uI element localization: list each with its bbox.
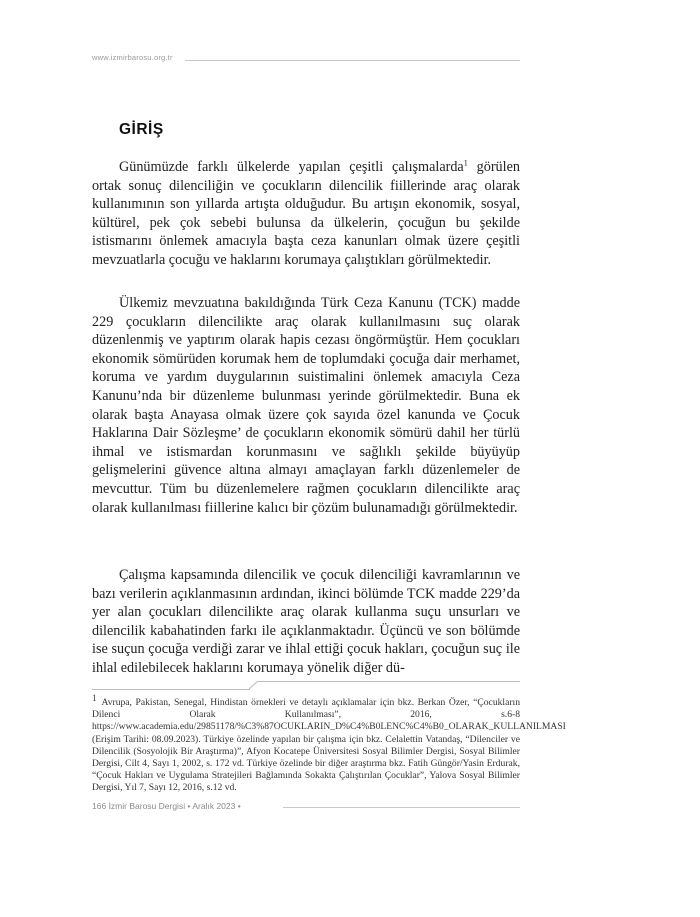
paragraph-1	[92, 158, 520, 270]
paragraph-3	[92, 566, 520, 678]
footnote-number: 1	[92, 692, 97, 703]
paragraph-1-text-b: görülen ortak sonuç dilenciliğin ve çocukların dilencilik fiillerinde araç olarak kullanımının son yıllarda artışta olduğudur. Bu artışın ekonomik, sosyal, kültürel, pek çok sebebi bulunsa da ülkelerin, çocuğun bu şekilde istismarını önlemek amacıyla başta ceza kanunları olmak üzere çeşitli mevzuatlarla çocuğu ve haklarını korumaya çalıştıkları görülmektedir.	[92, 159, 520, 268]
paragraph-2	[92, 294, 520, 517]
footnote-rule-left	[92, 689, 250, 690]
footer-rule	[283, 807, 520, 808]
paragraph-2-text: Ülkemiz mevzuatına bakıldığında Türk Ceza Kanunu (TCK) madde 229 çocukların dilencilikte araç olarak kullanılmasını suç olarak düzenlenmiş ve yaptırım olarak hapis cezası öngörmüştür. Hem çocukları ekonomik sömürüden korumak hem de toplumdaki çocuğa dair merhamet, koruma ve yardım duygularının suistimalini önlemek amacıyla Ceza Kanunu’nda bir düzenleme bulunması yerinde görülmektedir. Buna ek olarak başta Anayasa olmak üzere çok sayıda özel kanunda ve Çocuk Haklarına Dair Sözleşme’ de çocukların ekonomik sömürü dahil her türlü ihmal ve istismardan korunmasını ve sağlıklı şekilde büyüyüp gelişmelerini güvence altına almayı amaçlayan farklı düzenlemeler de mevcuttur. Tüm bu düzenlemelere rağmen çocukların dilencilikte araç olarak kullanılması fiillerine kalıcı bir çözüm bulunamadığı görülmektedir.	[92, 295, 520, 516]
header-rule	[185, 60, 520, 61]
paragraph-3-text: Çalışma kapsamında dilencilik ve çocuk dilenciliği kavramlarının ve bazı verilerin açıklanmasının ardından, ikinci bölümde TCK madde 229’da yer alan çocukları dilencilikte araç olarak kullanma suçu unsurları ve dilencilik kabahatinden farkı ile açıklanmaktadır. Üçüncü ve son bölümde ise suçun çocuğa verdiği zarar ve ihlal ettiği çocuk hakları, çocuğun suç ile ihlal edilebilecek haklarını korumaya yönelik diğer dü-	[92, 567, 520, 676]
footnote	[92, 692, 566, 795]
footnote-rule-slope	[249, 681, 258, 689]
page-number: 166	[92, 801, 107, 811]
issue-date: Aralık 2023	[192, 801, 236, 811]
journal-name: İzmir Barosu Dergisi	[108, 801, 186, 811]
paragraph-1-text-a: Günümüzde farklı ülkelerde yapılan çeşitli çalışmalarda	[119, 159, 464, 175]
section-heading: GİRİŞ	[119, 121, 164, 138]
footer-bullet: •	[237, 801, 241, 811]
footnote-reference[interactable]: 1	[463, 158, 468, 168]
footnote-rule-right	[258, 681, 520, 682]
footer-separator: •	[187, 801, 191, 811]
page-footer	[92, 801, 241, 811]
header-url: www.izmirbarosu.org.tr	[92, 53, 173, 62]
footnote-text: Avrupa, Pakistan, Senegal, Hindistan örnekleri ve detaylı açıklamalar için bkz. Berkan Özer, “Çocukların Dilenci Olarak Kullanılması”, 2016, s.6-8 https://www.academia.edu/29851178/%C3%87OCUKLARIN_D%C4%B0LENC%C4%B0_OLARAK_KULLANILMASI (Erişim Tarihi: 08.09.2023). Türkiye özelinde yapılan bir çalışma için bkz. Celalettin Vatandaş, “Dilenciler ve Dilencilik (Sosyolojik Bir Araştırma)”, Afyon Kocatepe Üniversitesi Sosyal Bilimler Dergisi, Sosyal Bilimler Dergisi, Cilt 4, Sayı 1, 2002, s. 172 vd. Türkiye özelinde bir diğer araştırma bkz. Fatih Güngör/Yasin Erdurak, “Çocuk Hakları ve Uygulama Stratejileri Bağlamında Sokakta Çalıştırılan Çocuklar”, Yalova Sosyal Bilimler Dergisi, Yıl 7, Sayı 12, 2016, s.12 vd.	[92, 697, 566, 794]
